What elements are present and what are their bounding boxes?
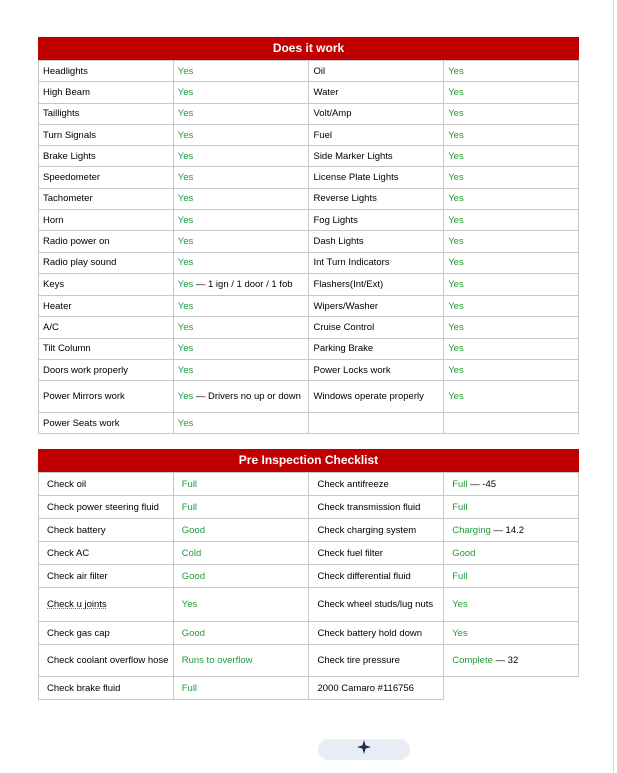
item-value: Yes bbox=[173, 124, 309, 145]
sparkle-icon[interactable] bbox=[357, 740, 371, 759]
item-label: Horn bbox=[39, 210, 174, 231]
item-value: Yes bbox=[444, 124, 579, 145]
does-it-work-table bbox=[38, 60, 579, 434]
item-value: Yes bbox=[444, 167, 579, 188]
table-row bbox=[39, 210, 579, 231]
table-row bbox=[39, 61, 579, 82]
item-label: Power Locks work bbox=[309, 359, 444, 380]
item-label: Dash Lights bbox=[309, 231, 444, 252]
item-value: Yes bbox=[444, 61, 579, 82]
item-value bbox=[444, 677, 579, 700]
item-value: Yes bbox=[444, 82, 579, 103]
item-value: Runs to overflow bbox=[173, 645, 309, 677]
item-value: Yes bbox=[173, 146, 309, 167]
item-value: Yes bbox=[173, 252, 309, 273]
item-value: Good bbox=[444, 542, 579, 565]
table-row bbox=[39, 496, 579, 519]
item-label: Check antifreeze bbox=[309, 473, 444, 496]
table-row bbox=[39, 338, 579, 359]
item-label: Check tire pressure bbox=[309, 645, 444, 677]
item-label: Heater bbox=[39, 295, 174, 316]
table-row bbox=[39, 167, 579, 188]
item-value: Yes — 1 ign / 1 door / 1 fob bbox=[173, 273, 309, 295]
item-label: Check power steering fluid bbox=[39, 496, 174, 519]
table-row bbox=[39, 188, 579, 209]
item-label: Parking Brake bbox=[309, 338, 444, 359]
item-value: Full — -45 bbox=[444, 473, 579, 496]
item-label: Check coolant overflow hose bbox=[39, 645, 174, 677]
item-value: Yes bbox=[444, 359, 579, 380]
item-label: Oil bbox=[309, 61, 444, 82]
item-value: Yes bbox=[444, 273, 579, 295]
item-value: Full bbox=[173, 473, 309, 496]
item-label: Power Mirrors work bbox=[39, 381, 174, 413]
item-value: Yes bbox=[173, 359, 309, 380]
item-label: Power Seats work bbox=[39, 413, 174, 434]
item-label: Check transmission fluid bbox=[309, 496, 444, 519]
item-label: Volt/Amp bbox=[309, 103, 444, 124]
item-value: Yes bbox=[444, 622, 579, 645]
item-value: Full bbox=[444, 565, 579, 588]
item-value: Charging — 14.2 bbox=[444, 519, 579, 542]
table-row bbox=[39, 677, 579, 700]
item-label bbox=[309, 413, 444, 434]
item-label: Fog Lights bbox=[309, 210, 444, 231]
item-value: Yes bbox=[444, 588, 579, 622]
item-label: Radio play sound bbox=[39, 252, 174, 273]
table-row bbox=[39, 295, 579, 316]
item-label: Check fuel filter bbox=[309, 542, 444, 565]
item-value: Yes bbox=[173, 231, 309, 252]
floating-toolbar[interactable] bbox=[318, 739, 410, 760]
table-row bbox=[39, 317, 579, 338]
item-label: High Beam bbox=[39, 82, 174, 103]
item-value: Cold bbox=[173, 542, 309, 565]
pre-inspection-section bbox=[38, 449, 579, 700]
item-label: Check AC bbox=[39, 542, 174, 565]
item-value: Yes bbox=[173, 413, 309, 434]
table-row bbox=[39, 565, 579, 588]
item-label: Doors work properly bbox=[39, 359, 174, 380]
table-row bbox=[39, 124, 579, 145]
item-label: Side Marker Lights bbox=[309, 146, 444, 167]
item-value: Yes bbox=[173, 210, 309, 231]
item-value bbox=[444, 413, 579, 434]
item-label: Radio power on bbox=[39, 231, 174, 252]
item-label: Brake Lights bbox=[39, 146, 174, 167]
item-label: Check air filter bbox=[39, 565, 174, 588]
table-row bbox=[39, 359, 579, 380]
does-it-work-header: Does it work bbox=[38, 37, 579, 60]
table-row bbox=[39, 82, 579, 103]
item-value: Yes bbox=[444, 210, 579, 231]
item-value: Complete — 32 bbox=[444, 645, 579, 677]
item-label: Water bbox=[309, 82, 444, 103]
item-value: Yes bbox=[444, 252, 579, 273]
item-label: Turn Signals bbox=[39, 124, 174, 145]
item-label: Taillights bbox=[39, 103, 174, 124]
item-label: Check brake fluid bbox=[39, 677, 174, 700]
item-label: Check oil bbox=[39, 473, 174, 496]
item-label: Cruise Control bbox=[309, 317, 444, 338]
table-row bbox=[39, 273, 579, 295]
item-label: Check wheel studs/lug nuts bbox=[309, 588, 444, 622]
item-value: Yes bbox=[444, 338, 579, 359]
item-value: Yes bbox=[444, 295, 579, 316]
item-label: Check battery bbox=[39, 519, 174, 542]
item-value: Full bbox=[173, 496, 309, 519]
item-label: Check battery hold down bbox=[309, 622, 444, 645]
item-label: Check gas cap bbox=[39, 622, 174, 645]
item-label: Flashers(Int/Ext) bbox=[309, 273, 444, 295]
item-value: Yes bbox=[444, 317, 579, 338]
item-value: Yes bbox=[173, 61, 309, 82]
item-value: Yes bbox=[444, 188, 579, 209]
item-value: Yes bbox=[444, 103, 579, 124]
item-value: Yes bbox=[444, 381, 579, 413]
item-label: Headlights bbox=[39, 61, 174, 82]
item-label: Check differential fluid bbox=[309, 565, 444, 588]
item-label: Int Turn Indicators bbox=[309, 252, 444, 273]
item-value: Good bbox=[173, 519, 309, 542]
item-value: Yes bbox=[173, 317, 309, 338]
item-value: Yes bbox=[173, 338, 309, 359]
table-row bbox=[39, 622, 579, 645]
item-label: Keys bbox=[39, 273, 174, 295]
item-label: Fuel bbox=[309, 124, 444, 145]
pre-inspection-header: Pre Inspection Checklist bbox=[38, 449, 579, 472]
pre-inspection-table bbox=[38, 472, 579, 700]
table-row bbox=[39, 473, 579, 496]
table-row bbox=[39, 381, 579, 413]
item-label: Check u joints bbox=[39, 588, 174, 622]
item-label: Tilt Column bbox=[39, 338, 174, 359]
item-value: Good bbox=[173, 622, 309, 645]
item-value: Yes bbox=[173, 82, 309, 103]
item-label: Reverse Lights bbox=[309, 188, 444, 209]
item-label: A/C bbox=[39, 317, 174, 338]
item-value: Yes bbox=[173, 295, 309, 316]
item-value: Yes — Drivers no up or down bbox=[173, 381, 309, 413]
item-value: Yes bbox=[173, 188, 309, 209]
item-value: Yes bbox=[173, 167, 309, 188]
table-row bbox=[39, 519, 579, 542]
item-value: Yes bbox=[173, 103, 309, 124]
table-row bbox=[39, 231, 579, 252]
item-label: Check charging system bbox=[309, 519, 444, 542]
table-row bbox=[39, 645, 579, 677]
item-value: Full bbox=[173, 677, 309, 700]
item-label: Speedometer bbox=[39, 167, 174, 188]
table-row bbox=[39, 146, 579, 167]
item-label: License Plate Lights bbox=[309, 167, 444, 188]
item-value: Full bbox=[444, 496, 579, 519]
item-label: Wipers/Washer bbox=[309, 295, 444, 316]
does-it-work-section bbox=[38, 37, 579, 434]
table-row bbox=[39, 103, 579, 124]
table-row bbox=[39, 588, 579, 622]
table-row bbox=[39, 413, 579, 434]
item-label: Windows operate properly bbox=[309, 381, 444, 413]
item-value: Yes bbox=[444, 146, 579, 167]
item-label: Tachometer bbox=[39, 188, 174, 209]
item-value: Good bbox=[173, 565, 309, 588]
table-row bbox=[39, 542, 579, 565]
item-label: 2000 Camaro #116756 bbox=[309, 677, 444, 700]
item-value: Yes bbox=[444, 231, 579, 252]
item-value: Yes bbox=[173, 588, 309, 622]
table-row bbox=[39, 252, 579, 273]
